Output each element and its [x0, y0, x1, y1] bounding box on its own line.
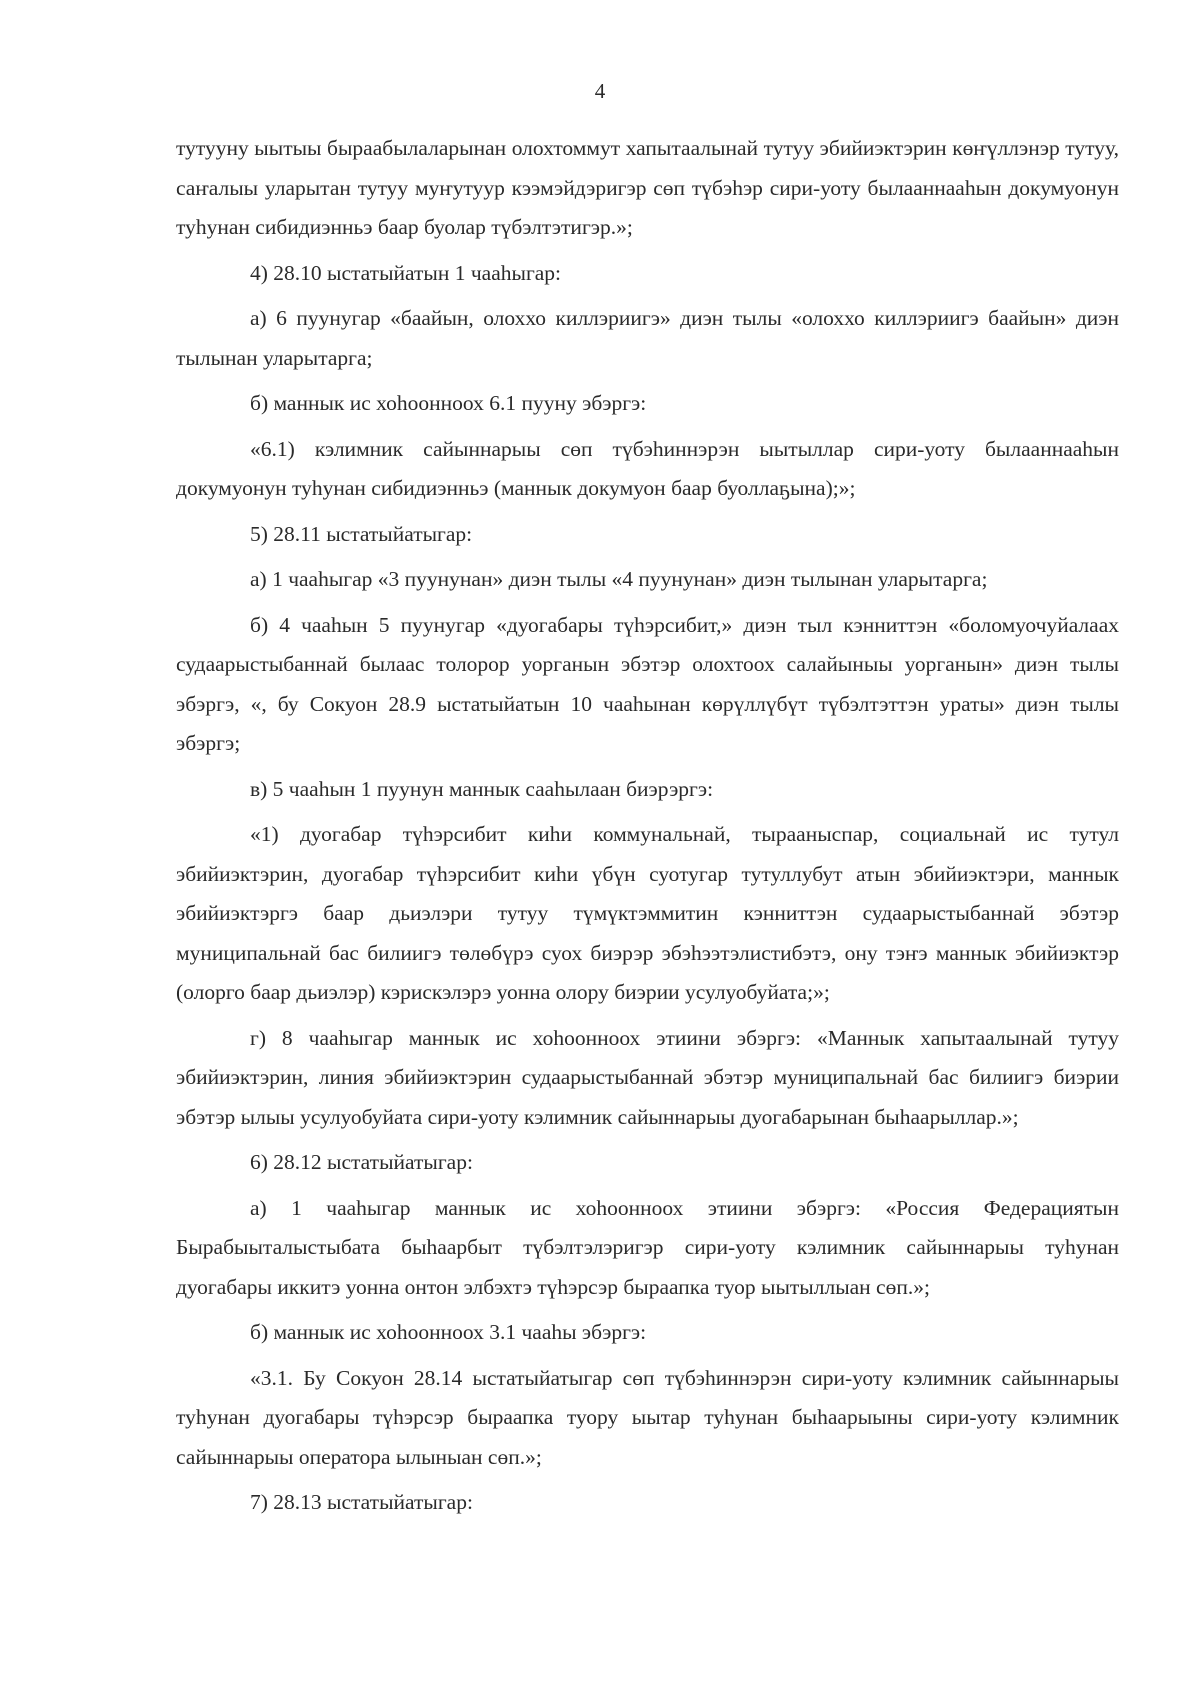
document-body [176, 129, 1119, 1529]
paragraph-quote-3-1: «3.1. Бу Сокуон 28.14 ыстатыйатыгар сөп түбэһиннэрэн сири-уоту кэлимник сайыннарыы туһунан дуогабары түһэрсэр быраапка туору ыытар туһунан быһаарыыны сири-уоту кэлимник сайыннарыы оператора ылыныан сөп.»; [176, 1365, 1119, 1469]
paragraph-item-7: 7) 28.13 ыстатыйатыгар: [250, 1490, 473, 1514]
paragraph-continuation: тутууну ыытыы бырaабылаларынан олохтоммут хапытаалынай тутуу эбийиэктэрин көҥүллэнэр тутуу, саҥалыы уларытан тутуу муҥутуур кээмэйдэригэр сөп түбэһэр сири-уоту былааннааһын докумуонун туһунан сибидиэнньэ баар буолар түбэлтэтигэр.»; [176, 136, 1119, 239]
paragraph-item-5g: г) 8 чааһыгар маннык ис хоһоонноох этиини эбэргэ: «Маннык хапытаалынай тутуу эбийиэктэрин, линия эбийиэктэрин судаарыстыбаннай эбэтэр муниципальнай бас билиигэ биэрии эбэтэр ылыы усулуобуйата сири-уоту кэлимник сайыннарыы дуогабарынан быһаарыллар.»; [176, 1025, 1119, 1129]
paragraph-item-6: 6) 28.12 ыстатыйатыгар: [250, 1150, 473, 1174]
paragraph-item-6a: а) 1 чааһыгар маннык ис хоһоонноох этиини эбэргэ: «Россия Федерациятын Бырабыыталыстыбата быһаарбыт түбэлтэлэригэр сири-уоту кэлимник сайыннарыы туһунан дуогабары иккитэ уонна онтон элбэхтэ түһэрсэр быраапка туор ыытыллыан сөп.»; [176, 1195, 1119, 1299]
paragraph-item-5v: в) 5 чааһын 1 пуунун маннык сааһылаан биэрэргэ: [250, 776, 714, 801]
paragraph-item-6b: б) маннык ис хоһоонноох 3.1 чааһы эбэргэ: [250, 1320, 647, 1344]
paragraph-item-4a: а) 6 пуунугар «баайын, олоххо киллэриигэ» диэн тылы «олоххо киллэриигэ баайын» диэн тылынан уларытарга; [176, 306, 1119, 370]
paragraph-item-4: 4) 28.10 ыстатыйатын 1 чааһыгар: [250, 260, 562, 285]
paragraph-item-4b: б) маннык ис хоһоонноох 6.1 пууну эбэргэ: [250, 391, 647, 415]
paragraph-item-5a: а) 1 чааһыгар «3 пуунунан» диэн тылы «4 пуунунан» диэн тылынан уларытарга; [250, 567, 988, 591]
paragraph-quote-6-1: «6.1) кэлимник сайыннарыы сөп түбэһиннэрэн ыытыллар сири-уоту былааннааһын докумуонун туһунан сибидиэнньэ (маннык докумуон баар буоллаҕына);»; [176, 436, 1119, 500]
paragraph-item-5: 5) 28.11 ыстатыйатыгар: [250, 521, 473, 546]
paragraph-quote-1: «1) дуогабар түһэрсибит киһи коммунальнай, тырааныспар, социальнай ис тутул эбийиэктэрин, дуогабар түһэрсибит киһи үбүн суотугар тутуллубут атын эбийиэктэри, маннык эбийиэктэргэ баар дьиэлэри тутуу түмүктэммитин кэнниттэн судаарыстыбаннай эбэтэр муниципальнай бас билиигэ төлөбүрэ суох биэрэр эбэһээтэлистибэтэ, ону тэҥэ маннык эбийиэктэр (олорго баар дьиэлэр) кэрискэлэрэ уонна олору биэрии усулуобуйата;»; [176, 822, 1119, 1004]
page-number: 4 [594, 79, 606, 103]
paragraph-item-5b: б) 4 чааһын 5 пуунугар «дуогабары түһэрсибит,» диэн тыл кэнниттэн «боломуочуйалаах судаарыстыбаннай былаас толорор уорганын эбэтэр олохтоох салайыныы уорганын» диэн тылы эбэргэ, «, бу Сокуон 28.9 ыстатыйатын 10 чааһынан көрүллүбүт түбэлтэттэн ураты» диэн тылы эбэргэ; [176, 612, 1119, 755]
